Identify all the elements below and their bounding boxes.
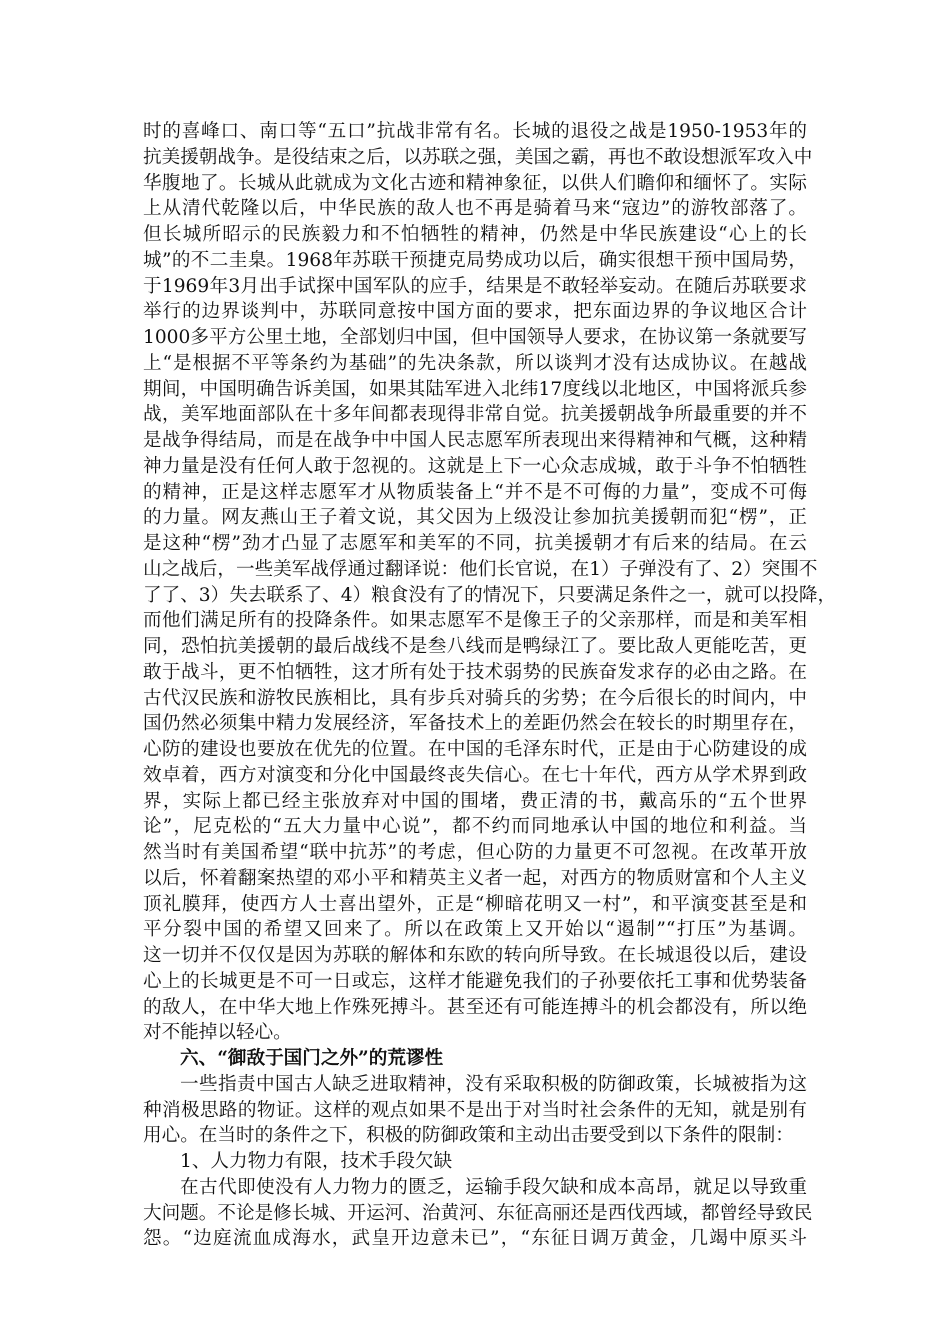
text-line: 平分裂中国的希望又回来了。所以在政策上又开始以“遏制”“打压”为基调。	[143, 919, 807, 941]
subsection-heading: 1、人力物力有限，技术手段欠缺	[180, 1151, 453, 1172]
text-line: 心防的建设也要放在优先的位置。在中国的毛泽东时代，正是由于心防建设的成	[143, 739, 807, 760]
text-line: 以后，怀着翻案热望的邓小平和精英主义者一起，对西方的物质财富和个人主义	[143, 867, 807, 889]
text-line: 用心。在当时的条件之下，积极的防御政策和主动出击要受到以下条件的限制：	[143, 1125, 794, 1147]
text-line: 心上的长城更是不可一日或忘，这样才能避免我们的子孙要依托工事和优势装备	[143, 970, 807, 992]
text-line: 效卓着，西方对演变和分化中国最终丧失信心。在七十年代，西方从学术界到政	[143, 764, 807, 786]
text-line: 是战争得结局，而是在战争中中国人民志愿军所表现出来得精神和气概，这种精	[143, 430, 807, 451]
text-line: 的力量。网友燕山王子着文说，其父因为上级没让参加抗美援朝而犯“楞”，正	[143, 507, 807, 529]
text-line: 这一切并不仅仅是因为苏联的解体和东欧的转向所导致。在长城退役以后，建设	[143, 945, 807, 966]
text-line: 但长城所昭示的民族毅力和不怕牺牲的精神，仍然是中华民族建设“心上的长	[143, 224, 807, 245]
text-line: 神力量是没有任何人敢于忽视的。这就是上下一心众志成城，敢于斗争不怕牺牲	[143, 455, 807, 477]
text-line: 举行的边界谈判中，苏联同意按中国方面的要求，把东面边界的争议地区合计	[143, 301, 807, 323]
text-line: 界，实际上都已经主张放弃对中国的围堵，费正清的书，戴高乐的“五个世界	[143, 790, 807, 812]
text-line: 于1969年3月出手试探中国军队的应手，结果是不敢轻举妄动。在随后苏联要求	[143, 275, 807, 297]
text-line: 论”，尼克松的“五大力量中心说”，都不约而同地承认中国的地位和利益。当	[143, 816, 807, 838]
text-line: 的精神，正是这样志愿军才从物质装备上“并不是不可侮的力量”，变成不可侮	[143, 481, 807, 503]
text-line: 怨。“边庭流血成海水，武皇开边意未已”，“东征日调万黄金，几竭中原买斗	[143, 1228, 807, 1250]
text-line: 上从清代乾隆以后，中华民族的敌人也不再是骑着马来“寇边”的游牧部落了。	[143, 198, 807, 220]
section-heading: 六、“御敌于国门之外”的荒谬性	[180, 1048, 444, 1069]
paragraph-p2	[143, 1072, 807, 1149]
text-line: 期间，中国明确告诉美国，如果其陆军进入北纬17度线以北地区，中国将派兵参	[143, 378, 807, 400]
text-line: 城”的不二圭臬。1968年苏联干预捷克局势成功以后，确实很想干预中国局势，	[143, 249, 807, 271]
text-line: 战，美军地面部队在十多年间都表现得非常自觉。抗美援朝战争所最重要的并不	[143, 404, 807, 426]
text-line: 抗美援朝战争。是役结束之后，以苏联之强，美国之霸，再也不敢设想派军攻入中	[143, 146, 813, 168]
text-line: 山之战后，一些美军战俘通过翻译说：他们长官说，在1）子弹没有了、2）突围不	[143, 558, 818, 580]
text-line: 顶礼膜拜，使西方人士喜出望外，正是“柳暗花明又一村”，和平演变甚至是和	[143, 893, 807, 915]
text-line: 然当时有美国希望“联中抗苏”的考虑，但心防的力量更不可忽视。在改革开放	[143, 842, 807, 863]
text-line: 1000多平方公里土地，全部划归中国，但中国领导人要求，在协议第一条就要写	[143, 327, 807, 348]
text-line: 是这种“楞”劲才凸显了志愿军和美军的不同，抗美援朝才有后来的结局。在云	[143, 533, 807, 554]
text-line: 上“是根据不平等条约为基础”的先决条款，所以谈判才没有达成协议。在越战	[143, 352, 807, 374]
document-page	[143, 119, 837, 1252]
text-line: 敢于战斗，更不怕牺牲，这才所有处于技术弱势的民族奋发求存的必由之路。在	[143, 661, 807, 683]
text-line: 大问题。不论是修长城、开运河、治黄河、东征高丽还是西伐西域，都曾经导致民	[143, 1202, 813, 1224]
text-line: 同，恐怕抗美援朝的最后战线不是叁八线而是鸭绿江了。要比敌人更能吃苦，更	[143, 636, 807, 657]
text-line: 国仍然必须集中精力发展经济，军备技术上的差距仍然会在较长的时期里存在，	[143, 713, 807, 735]
text-line: 的敌人，在中华大地上作殊死搏斗。甚至还有可能连搏斗的机会都没有，所以绝	[143, 996, 807, 1018]
text-line: 一些指责中国古人缺乏进取精神，没有采取积极的防御政策，长城被指为这	[180, 1073, 807, 1095]
text-line: 时的喜峰口、南口等“五口”抗战非常有名。长城的退役之战是1950-1953年的	[143, 121, 807, 142]
text-line: 华腹地了。长城从此就成为文化古迹和精神象征，以供人们瞻仰和缅怀了。实际	[143, 172, 807, 194]
paragraph-p3	[143, 1175, 813, 1252]
text-line: 种消极思路的物证。这样的观点如果不是出于对当时社会条件的无知，就是别有	[143, 1099, 807, 1121]
paragraph-p1	[143, 119, 837, 1046]
text-line: 对不能掉以轻心。	[143, 1022, 292, 1044]
text-line: 古代汉民族和游牧民族相比，具有步兵对骑兵的劣势；在今后很长的时间内，中	[143, 687, 807, 709]
text-line: 而他们满足所有的投降条件。如果志愿军不是像王子的父亲那样，而是和美军相	[143, 610, 807, 632]
text-line: 了了、3）失去联系了、4）粮食没有了的情况下，只要满足条件之一，就可以投降，	[143, 584, 837, 606]
text-line: 在古代即使没有人力物力的匮乏，运输手段欠缺和成本高昂，就足以导致重	[180, 1176, 807, 1198]
